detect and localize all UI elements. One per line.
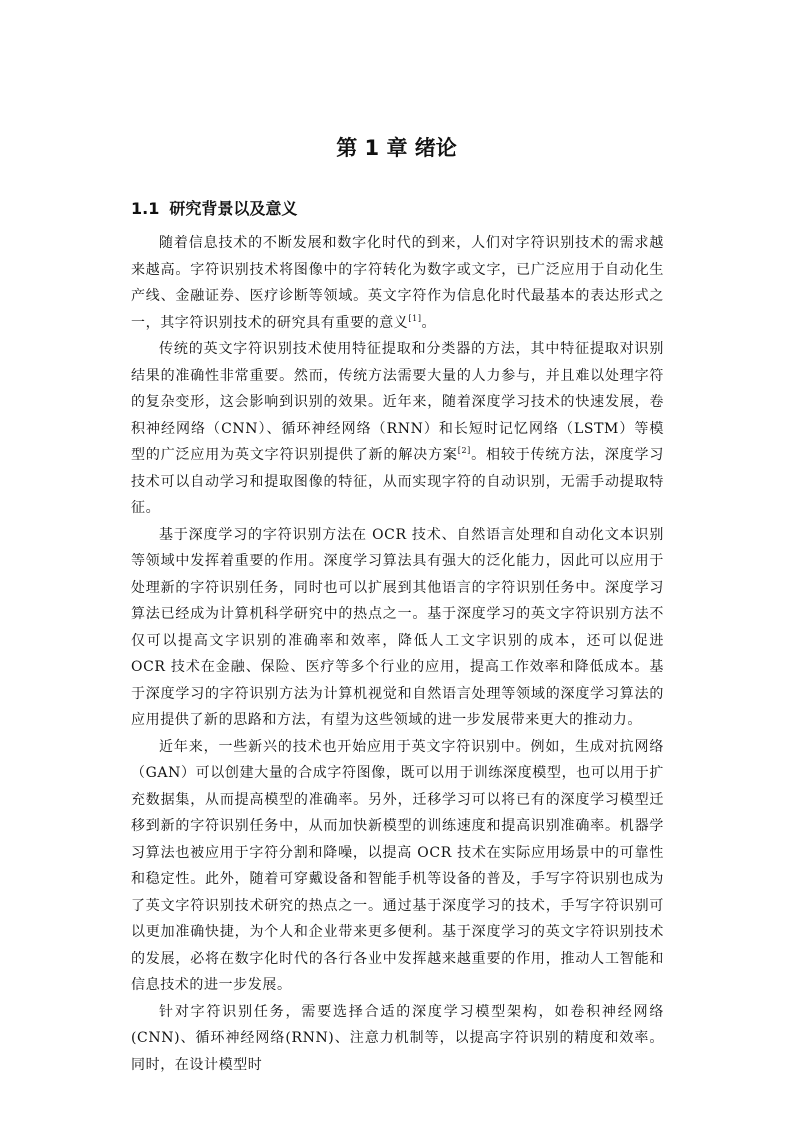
body-text	[131, 230, 664, 1078]
paragraph-5: 针对字符识别任务，需要选择合适的深度学习模型架构，如卷积神经网络(CNN)、循环神经网络(RNN)、注意力机制等，以提高字符识别的精度和效率。同时，在设计模型时	[131, 1003, 664, 1073]
paragraph-1-text: 随着信息技术的不断发展和数字化时代的到来，人们对字符识别技术的需求越来越高。字符识别技术将图像中的字符转化为数字或文字，已广泛应用于自动化生产线、金融证券、医疗诊断等领域。英文字符作为信息化时代最基本的表达形式之一，其字符识别技术的研究具有重要的意义	[131, 235, 664, 331]
citation-2: [2]	[457, 446, 471, 455]
section-title: 研究背景以及意义	[169, 199, 298, 218]
paragraph-3: 基于深度学习的字符识别方法在 OCR 技术、自然语言处理和自动化文本识别等领域中发挥着重要的作用。深度学习算法具有强大的泛化能力，因此可以应用于处理新的字符识别任务，同时也可以扩展到其他语言的字符识别任务中。深度学习算法已经成为计算机科学研究中的热点之一。基于深度学习的英文字符识别方法不仅可以提高文字识别的准确率和效率，降低人工文字识别的成本，还可以促进 OCR 技术在金融、保险、医疗等多个行业的应用，提高工作效率和降低成本。基于深度学习的字符识别方法为计算机视觉和自然语言处理等领域的深度学习算法的应用提供了新的思路和方法，有望为这些领域的进一步发展带来更大的推动力。	[131, 526, 664, 728]
section-heading	[131, 196, 297, 222]
chapter-title: 第 1 章 绪论	[336, 136, 457, 160]
paragraph-2-text: 传统的英文字符识别技术使用特征提取和分类器的方法，其中特征提取对识别结果的准确性非常重要。然而，传统方法需要大量的人力参与，并且难以处理字符的复杂变形，这会影响到识别的效果。近年来，随着深度学习技术的快速发展，卷积神经网络（CNN）、循环神经网络（RNN）和长短时记忆网络（LSTM）等模型的广泛应用为英文字符识别提供了新的解决方案	[131, 341, 664, 463]
paragraph-1	[131, 230, 664, 336]
paragraph-4: 近年来，一些新兴的技术也开始应用于英文字符识别中。例如，生成对抗网络（GAN）可以创建大量的合成字符图像，既可以用于训练深度模型，也可以用于扩充数据集，从而提高模型的准确率。另外，迁移学习可以将已有的深度学习模型迁移到新的字符识别任务中，从而加快新模型的训练速度和提高识别准确率。机器学习算法也被应用于字符分割和降噪，以提高 OCR 技术在实际应用场景中的可靠性和稳定性。此外，随着可穿戴设备和智能手机等设备的普及，手写字符识别也成为了英文字符识别技术研究的热点之一。通过基于深度学习的技术，手写字符识别可以更加准确快捷，为个人和企业带来更多便利。基于深度学习的英文字符识别技术的发展，必将在数字化时代的各行各业中发挥越来越重要的作用，推动人工智能和信息技术的进一步发展。	[131, 738, 664, 993]
citation-1: [1]	[408, 313, 422, 323]
paragraph-1-end: 。	[421, 314, 437, 331]
section-number: 1.1	[131, 199, 160, 218]
paragraph-2	[131, 336, 664, 522]
paragraph-2-end: 。相较于传统方法，深度学习技术可以自动学习和提取图像的特征，从而实现字符的自动识别，无需手动提取特征。	[131, 447, 664, 516]
